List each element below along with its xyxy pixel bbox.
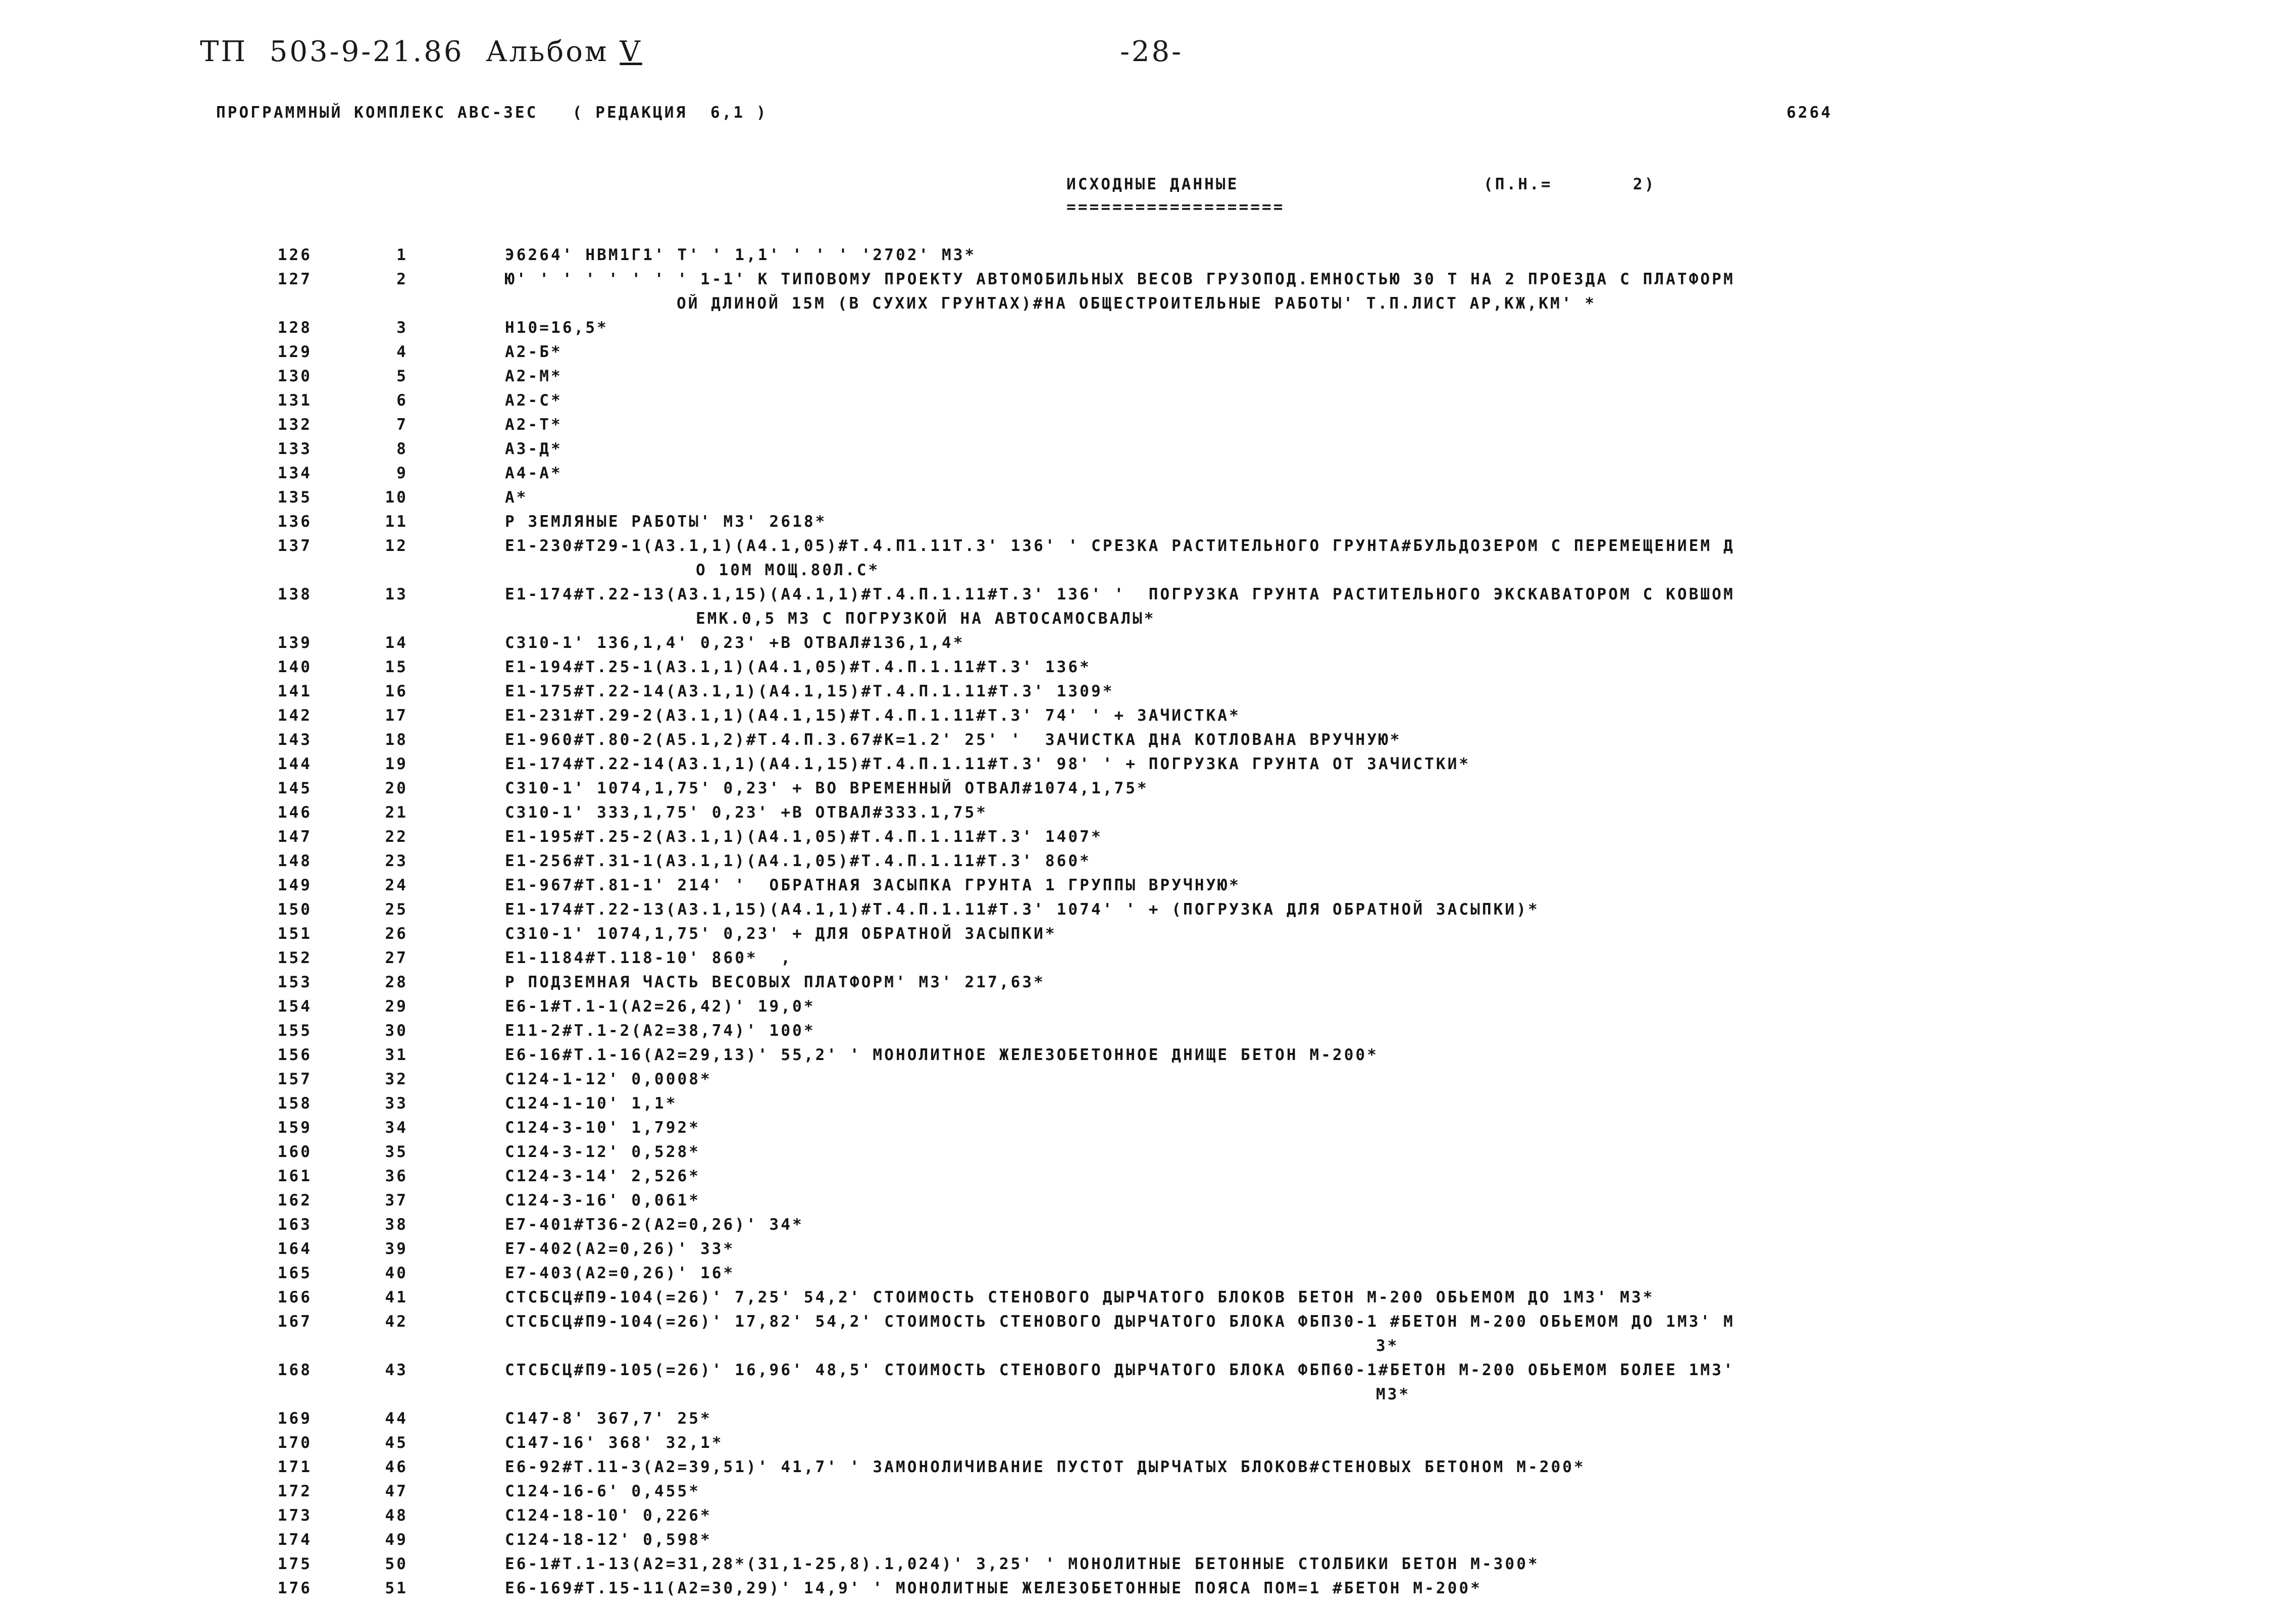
record-number: 37 (385, 1191, 408, 1210)
record-text: А2-С* (505, 391, 563, 410)
listing-row (0, 417, 2296, 441)
line-number: 152 (277, 949, 312, 967)
record-text: С147-16' 368' 32,1* (505, 1434, 724, 1452)
record-number: 13 (385, 585, 408, 603)
line-number: 174 (277, 1531, 312, 1549)
record-text-continuation: ОЙ ДЛИНОЙ 15М (В СУХИХ ГРУНТАХ)#НА ОБЩЕСТРОИТЕЛЬНЫЕ РАБОТЫ' Т.П.ЛИСТ АР,КЖ,КМ' * (677, 294, 1597, 313)
listing-row (0, 975, 2296, 999)
line-number: 150 (277, 900, 312, 919)
listing-row (0, 1435, 2296, 1459)
listing-row (0, 514, 2296, 538)
listing-row (0, 1266, 2296, 1290)
listing-row (0, 1144, 2296, 1169)
record-text: Р ПОДЗЕМНАЯ ЧАСТЬ ВЕСОВЫХ ПЛАТФОРМ' М3' 217,63* (505, 973, 1045, 991)
listing-row (0, 1096, 2296, 1120)
line-number: 157 (277, 1070, 312, 1088)
record-text: Ю' ' ' ' ' ' ' ' 1-1' К ТИПОВОМУ ПРОЕКТУ АВТОМОБИЛЬНЫХ ВЕСОВ ГРУЗОПОД.ЕМНОСТЬЮ 30 Т НА 2 ПРОЕЗДА С ПЛАТФОРМ (505, 270, 1735, 288)
handwritten-document-code (200, 35, 642, 68)
record-text: Е1-194#Т.25-1(А3.1,1)(А4.1,05)#Т.4.П.1.11#Т.3' 136* (505, 658, 1091, 676)
line-number: 159 (277, 1119, 312, 1137)
record-number: 5 (396, 367, 408, 385)
document-id: 6264 (1787, 104, 1833, 122)
record-number: 38 (385, 1216, 408, 1234)
line-number: 138 (277, 585, 312, 603)
record-text: С124-18-10' 0,226* (505, 1506, 712, 1525)
line-number: 166 (277, 1288, 312, 1306)
record-number: 7 (396, 416, 408, 434)
listing-row (0, 1411, 2296, 1435)
listing-row (0, 926, 2296, 950)
line-number: 169 (277, 1409, 312, 1428)
line-number: 135 (277, 488, 312, 507)
record-text: С310-1' 136,1,4' 0,23' +В ОТВАЛ#136,1,4* (505, 634, 965, 652)
record-text: С124-3-14' 2,526* (505, 1167, 700, 1185)
record-number: 46 (385, 1458, 408, 1476)
record-number: 25 (385, 900, 408, 919)
listing-row (0, 1047, 2296, 1072)
record-text: Р ЗЕМЛЯНЫЕ РАБОТЫ' М3' 2618* (505, 513, 827, 531)
record-number: 2 (396, 270, 408, 288)
record-number: 41 (385, 1288, 408, 1306)
record-text: Н10=16,5* (505, 319, 608, 337)
listing-row (0, 902, 2296, 926)
record-number: 21 (385, 803, 408, 822)
line-number: 146 (277, 803, 312, 822)
record-text: С310-1' 1074,1,75' 0,23' + ДЛЯ ОБРАТНОЙ ЗАСЫПКИ* (505, 925, 1057, 943)
line-number: 136 (277, 513, 312, 531)
record-number: 40 (385, 1264, 408, 1282)
record-number: 3 (396, 319, 408, 337)
listing-row (0, 247, 2296, 272)
listing-row (0, 466, 2296, 490)
listing-row (0, 393, 2296, 417)
line-number: 134 (277, 464, 312, 482)
record-number: 45 (385, 1434, 408, 1452)
listing-row (0, 660, 2296, 684)
record-number: 42 (385, 1313, 408, 1331)
record-text: Е1-967#Т.81-1' 214' ' ОБРАТНАЯ ЗАСЫПКА ГРУНТА 1 ГРУППЫ ВРУЧНУЮ* (505, 876, 1241, 894)
record-number: 47 (385, 1482, 408, 1500)
record-number: 29 (385, 997, 408, 1016)
listing-row (0, 272, 2296, 320)
record-text: Е1-174#Т.22-13(А3.1,15)(А4.1,1)#Т.4.П.1.11#Т.3' 1074' ' + (ПОГРУЗКА ДЛЯ ОБРАТНОЙ ЗАСЫПКИ)* (505, 900, 1540, 919)
record-text: Е7-403(А2=0,26)' 16* (505, 1264, 735, 1282)
record-number: 16 (385, 682, 408, 700)
record-text: Е1-174#Т.22-13(А3.1,15)(А4.1,1)#Т.4.П.1.11#Т.3' 136' ' ПОГРУЗКА ГРУНТА РАСТИТЕЛЬНОГО ЭКСКАВАТОРОМ С КОВШОМ (505, 585, 1735, 603)
listing-row (0, 1217, 2296, 1241)
line-number: 167 (277, 1313, 312, 1331)
section-title: ИСХОДНЫЕ ДАННЫЕ (1066, 175, 1239, 193)
record-number: 27 (385, 949, 408, 967)
line-number: 165 (277, 1264, 312, 1282)
record-number: 28 (385, 973, 408, 991)
record-text: Е6-1#Т.1-13(А2=31,28*(31,1-25,8).1,024)' 3,25' ' МОНОЛИТНЫЕ БЕТОННЫЕ СТОЛБИКИ БЕТОН М-300* (505, 1555, 1540, 1573)
album-number: V (620, 35, 642, 68)
record-text: Е11-2#Т.1-2(А2=38,74)' 100* (505, 1022, 815, 1040)
line-number: 148 (277, 852, 312, 870)
listing-row (0, 1484, 2296, 1508)
listing-row (0, 878, 2296, 902)
record-text: А2-Б* (505, 343, 563, 361)
document-code-text: ТП 503-9-21.86 Альбом (200, 35, 620, 68)
listing-row (0, 684, 2296, 708)
record-text: С124-16-6' 0,455* (505, 1482, 700, 1500)
record-number: 9 (396, 464, 408, 482)
listing-row (0, 344, 2296, 369)
line-number: 142 (277, 707, 312, 725)
record-number: 48 (385, 1506, 408, 1525)
record-text: Е1-230#Т29-1(А3.1,1)(А4.1,05)#Т.4.П1.11Т.3' 136' ' СРЕЗКА РАСТИТЕЛЬНОГО ГРУНТА#БУЛЬДОЗЕРОМ С ПЕРЕМЕЩЕНИЕМ Д (505, 537, 1735, 555)
record-number: 51 (385, 1579, 408, 1597)
listing-row (0, 635, 2296, 660)
listing-row (0, 757, 2296, 781)
line-number: 176 (277, 1579, 312, 1597)
record-text: А2-М* (505, 367, 563, 385)
line-number: 143 (277, 731, 312, 749)
line-number: 160 (277, 1143, 312, 1161)
record-number: 26 (385, 925, 408, 943)
record-text: СТСБСЦ#П9-104(=26)' 7,25' 54,2' СТОИМОСТЬ СТЕНОВОГО ДЫРЧАТОГО БЛОКОВ БЕТОН М-200 ОБЬЕМОМ ДО 1М3' М3* (505, 1288, 1655, 1306)
line-number: 139 (277, 634, 312, 652)
line-number: 153 (277, 973, 312, 991)
listing-row (0, 1532, 2296, 1556)
listing-row (0, 1556, 2296, 1581)
record-text: Е7-401#Т36-2(А2=0,26)' 34* (505, 1216, 804, 1234)
listing-row (0, 369, 2296, 393)
listing-row (0, 441, 2296, 466)
line-number: 131 (277, 391, 312, 410)
record-text: СТСБСЦ#П9-105(=26)' 16,96' 48,5' СТОИМОСТЬ СТЕНОВОГО ДЫРЧАТОГО БЛОКА ФБП60-1#БЕТОН М-200 ОБЬЕМОМ БОЛЕЕ 1М3' (505, 1361, 1735, 1379)
line-number: 175 (277, 1555, 312, 1573)
section-page-number: (П.Н.= 2) (1484, 175, 1656, 193)
line-number: 173 (277, 1506, 312, 1525)
line-number: 168 (277, 1361, 312, 1379)
record-number: 35 (385, 1143, 408, 1161)
line-number: 151 (277, 925, 312, 943)
record-text: Е1-256#Т.31-1(А3.1,1)(А4.1,05)#Т.4.П.1.11#Т.3' 860* (505, 852, 1091, 870)
listing-row (0, 1508, 2296, 1532)
handwritten-page-number: -28- (1120, 35, 1184, 68)
section-title-underline: =================== (1066, 198, 1285, 216)
record-text-continuation: ЕМК.0,5 М3 С ПОГРУЗКОЙ НА АВТОСАМОСВАЛЫ* (696, 610, 1156, 628)
listing-row (0, 999, 2296, 1023)
record-number: 39 (385, 1240, 408, 1258)
record-number: 19 (385, 755, 408, 773)
listing-row (0, 1120, 2296, 1144)
listing-row (0, 708, 2296, 732)
record-number: 4 (396, 343, 408, 361)
listing-row (0, 781, 2296, 805)
record-number: 50 (385, 1555, 408, 1573)
record-text: С124-1-10' 1,1* (505, 1094, 678, 1113)
line-number: 164 (277, 1240, 312, 1258)
line-number: 156 (277, 1046, 312, 1064)
record-number: 12 (385, 537, 408, 555)
data-listing (0, 247, 2296, 1605)
record-number: 11 (385, 513, 408, 531)
record-text: Е1-175#Т.22-14(А3.1,1)(А4.1,15)#Т.4.П.1.11#Т.3' 1309* (505, 682, 1114, 700)
line-number: 155 (277, 1022, 312, 1040)
record-text: А4-А* (505, 464, 563, 482)
record-text: Е1-960#Т.80-2(А5.1,2)#Т.4.П.3.67#К=1.2' 25' ' ЗАЧИСТКА ДНА КОТЛОВАНА ВРУЧНУЮ* (505, 731, 1402, 749)
listing-row (0, 1023, 2296, 1047)
record-text: Э6264' НВМ1Г1' Т' ' 1,1' ' ' ' '2702' М3* (505, 246, 977, 264)
record-number: 15 (385, 658, 408, 676)
record-text: СТСБСЦ#П9-104(=26)' 17,82' 54,2' СТОИМОСТЬ СТЕНОВОГО ДЫРЧАТОГО БЛОКА ФБП30-1 #БЕТОН М-200 ОБЬЕМОМ ДО 1М3' М (505, 1313, 1735, 1331)
record-number: 18 (385, 731, 408, 749)
record-number: 23 (385, 852, 408, 870)
record-text: С124-3-10' 1,792* (505, 1119, 700, 1137)
line-number: 128 (277, 319, 312, 337)
line-number: 163 (277, 1216, 312, 1234)
listing-row (0, 1363, 2296, 1411)
record-number: 34 (385, 1119, 408, 1137)
listing-row (0, 853, 2296, 878)
line-number: 170 (277, 1434, 312, 1452)
listing-row (0, 320, 2296, 344)
line-number: 149 (277, 876, 312, 894)
record-number: 36 (385, 1167, 408, 1185)
listing-row (0, 1193, 2296, 1217)
listing-row (0, 1169, 2296, 1193)
record-number: 6 (396, 391, 408, 410)
listing-row (0, 538, 2296, 587)
record-number: 49 (385, 1531, 408, 1549)
listing-row (0, 1581, 2296, 1605)
line-number: 172 (277, 1482, 312, 1500)
record-number: 20 (385, 779, 408, 797)
record-text: С124-1-12' 0,0008* (505, 1070, 712, 1088)
record-number: 10 (385, 488, 408, 507)
record-text: С124-3-16' 0,061* (505, 1191, 700, 1210)
record-number: 24 (385, 876, 408, 894)
line-number: 137 (277, 537, 312, 555)
line-number: 144 (277, 755, 312, 773)
record-text: С310-1' 1074,1,75' 0,23' + ВО ВРЕМЕННЫЙ ОТВАЛ#1074,1,75* (505, 779, 1149, 797)
listing-row (0, 805, 2296, 829)
record-number: 44 (385, 1409, 408, 1428)
record-number: 30 (385, 1022, 408, 1040)
record-number: 14 (385, 634, 408, 652)
line-number: 132 (277, 416, 312, 434)
listing-row (0, 1072, 2296, 1096)
record-text: Е1-231#Т.29-2(А3.1,1)(А4.1,15)#Т.4.П.1.11#Т.3' 74' ' + ЗАЧИСТКА* (505, 707, 1241, 725)
record-text: А3-Д* (505, 440, 563, 458)
line-number: 129 (277, 343, 312, 361)
record-text: С147-8' 367,7' 25* (505, 1409, 712, 1428)
record-text-continuation: 3* (1376, 1337, 1399, 1355)
record-text: Е1-1184#Т.118-10' 860* , (505, 949, 793, 967)
record-text: С124-18-12' 0,598* (505, 1531, 712, 1549)
listing-row (0, 1241, 2296, 1266)
record-text: А* (505, 488, 528, 507)
record-text: Е1-195#Т.25-2(А3.1,1)(А4.1,05)#Т.4.П.1.11#Т.3' 1407* (505, 828, 1103, 846)
listing-row (0, 1314, 2296, 1363)
line-number: 140 (277, 658, 312, 676)
record-number: 31 (385, 1046, 408, 1064)
record-text: Е6-16#Т.1-16(А2=29,13)' 55,2' ' МОНОЛИТНОЕ ЖЕЛЕЗОБЕТОННОЕ ДНИЩЕ БЕТОН М-200* (505, 1046, 1379, 1064)
record-number: 33 (385, 1094, 408, 1113)
record-number: 43 (385, 1361, 408, 1379)
record-number: 1 (396, 246, 408, 264)
line-number: 161 (277, 1167, 312, 1185)
record-text: Е6-1#Т.1-1(А2=26,42)' 19,0* (505, 997, 815, 1016)
listing-row (0, 1290, 2296, 1314)
record-text: Е6-92#Т.11-3(А2=39,51)' 41,7' ' ЗАМОНОЛИЧИВАНИЕ ПУСТОТ ДЫРЧАТЫХ БЛОКОВ#СТЕНОВЫХ БЕТОНОМ М-200* (505, 1458, 1586, 1476)
listing-row (0, 1459, 2296, 1484)
listing-row (0, 490, 2296, 514)
line-number: 145 (277, 779, 312, 797)
line-number: 162 (277, 1191, 312, 1210)
record-text: Е7-402(А2=0,26)' 33* (505, 1240, 735, 1258)
line-number: 154 (277, 997, 312, 1016)
line-number: 171 (277, 1458, 312, 1476)
line-number: 126 (277, 246, 312, 264)
record-text: Е1-174#Т.22-14(А3.1,1)(А4.1,15)#Т.4.П.1.11#Т.3' 98' ' + ПОГРУЗКА ГРУНТА ОТ ЗАЧИСТКИ* (505, 755, 1471, 773)
record-text: А2-Т* (505, 416, 563, 434)
listing-row (0, 732, 2296, 757)
program-header: ПРОГРАММНЫЙ КОМПЛЕКС АВС-3ЕС ( РЕДАКЦИЯ 6,1 ) (216, 104, 768, 122)
line-number: 130 (277, 367, 312, 385)
record-number: 22 (385, 828, 408, 846)
listing-row (0, 829, 2296, 853)
record-text: С124-3-12' 0,528* (505, 1143, 700, 1161)
record-text: Е6-169#Т.15-11(А2=30,29)' 14,9' ' МОНОЛИТНЫЕ ЖЕЛЕЗОБЕТОННЫЕ ПОЯСА ПОМ=1 #БЕТОН М-200* (505, 1579, 1482, 1597)
line-number: 133 (277, 440, 312, 458)
line-number: 127 (277, 270, 312, 288)
line-number: 141 (277, 682, 312, 700)
listing-row (0, 950, 2296, 975)
record-text-continuation: М3* (1376, 1385, 1411, 1403)
record-number: 8 (396, 440, 408, 458)
line-number: 158 (277, 1094, 312, 1113)
record-number: 32 (385, 1070, 408, 1088)
record-number: 17 (385, 707, 408, 725)
record-text: С310-1' 333,1,75' 0,23' +В ОТВАЛ#333.1,75* (505, 803, 988, 822)
listing-row (0, 587, 2296, 635)
record-text-continuation: О 10М МОЩ.80Л.С* (696, 561, 880, 579)
line-number: 147 (277, 828, 312, 846)
